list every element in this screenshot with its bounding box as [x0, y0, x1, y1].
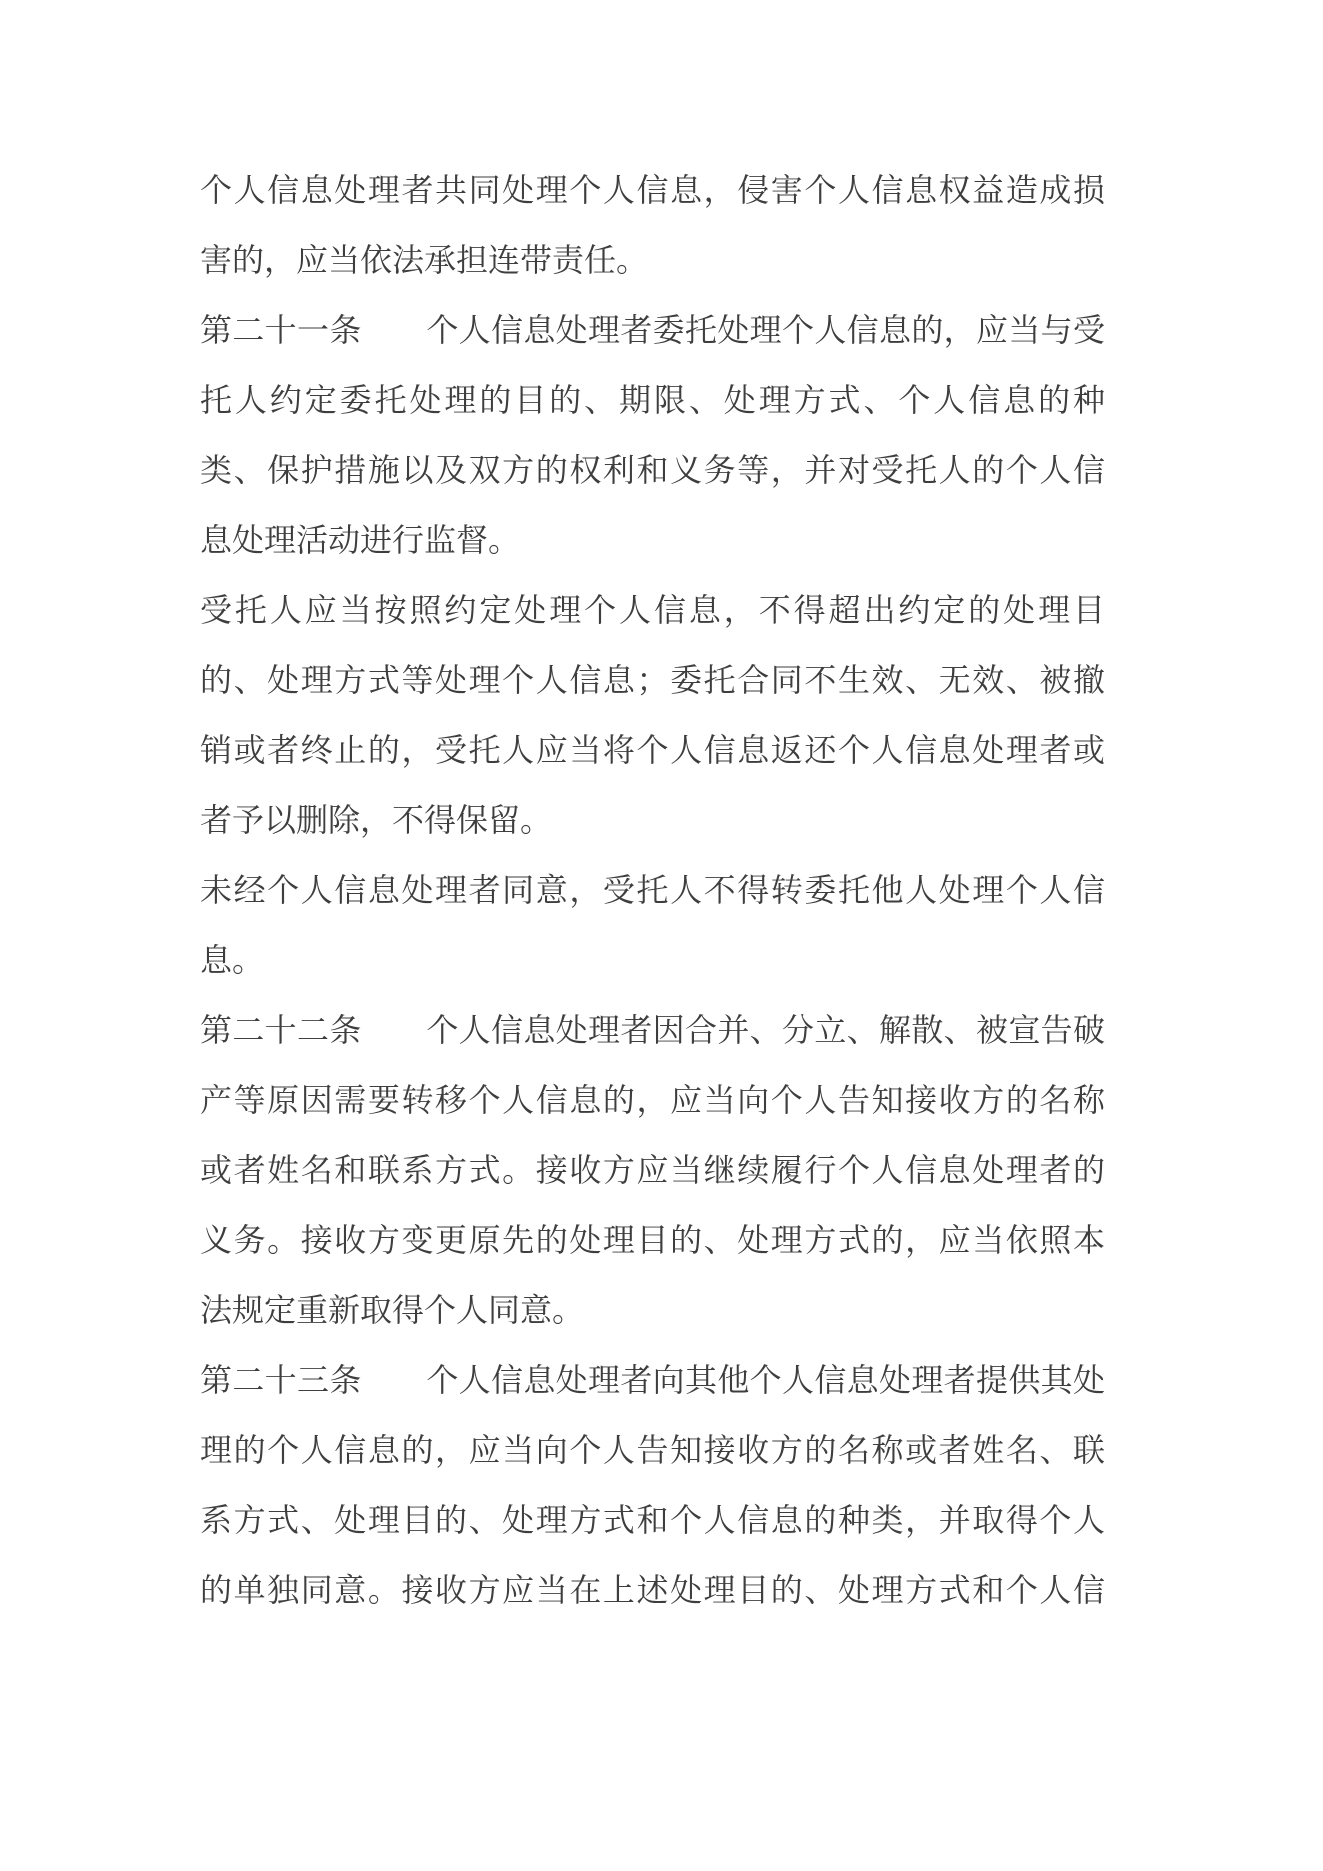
- text-line: 法规定重新取得个人同意。: [200, 1292, 585, 1328]
- text-line: 或者姓名和联系方式。接收方应当继续履行个人信息处理者的: [200, 1152, 1105, 1188]
- paragraph-article-21: [200, 295, 1105, 575]
- text-line: 义务。接收方变更原先的处理目的、处理方式的，应当依照本: [200, 1222, 1105, 1258]
- text-line: 个人信息处理者共同处理个人信息，侵害个人信息权益造成损: [200, 172, 1105, 208]
- text-line: 类、保护措施以及双方的权利和义务等，并对受托人的个人信: [200, 452, 1105, 488]
- text-line: 第二十一条 个人信息处理者委托处理个人信息的，应当与受: [200, 312, 1105, 348]
- text-line: 未经个人信息处理者同意，受托人不得转委托他人处理个人信: [200, 872, 1105, 908]
- paragraph-article-22: [200, 995, 1105, 1345]
- text-line: 息处理活动进行监督。: [200, 522, 521, 558]
- text-line: 第二十三条 个人信息处理者向其他个人信息处理者提供其处: [200, 1362, 1105, 1398]
- text-line: 第二十二条 个人信息处理者因合并、分立、解散、被宣告破: [200, 1012, 1105, 1048]
- paragraph-joint-processing-liability: [200, 155, 1105, 295]
- text-line: 息。: [200, 942, 265, 978]
- text-line: 受托人应当按照约定处理个人信息，不得超出约定的处理目: [200, 592, 1105, 628]
- text-line: 的、处理方式等处理个人信息；委托合同不生效、无效、被撤: [200, 662, 1105, 698]
- text-line: 的单独同意。接收方应当在上述处理目的、处理方式和个人信: [200, 1572, 1105, 1608]
- text-line: 产等原因需要转移个人信息的，应当向个人告知接收方的名称: [200, 1082, 1105, 1118]
- text-block: [200, 155, 1105, 1625]
- text-line: 者予以删除，不得保留。: [200, 802, 553, 838]
- text-line: 系方式、处理目的、处理方式和个人信息的种类，并取得个人: [200, 1502, 1105, 1538]
- paragraph-article-23: [200, 1345, 1105, 1625]
- paragraph-article-21-no-subdelegation: [200, 855, 1105, 995]
- text-line: 销或者终止的，受托人应当将个人信息返还个人信息处理者或: [200, 732, 1105, 768]
- text-line: 理的个人信息的，应当向个人告知接收方的名称或者姓名、联: [200, 1432, 1105, 1468]
- paragraph-article-21-trustee-duty: [200, 575, 1105, 855]
- text-line: 托人约定委托处理的目的、期限、处理方式、个人信息的种: [200, 382, 1105, 418]
- text-line: 害的，应当依法承担连带责任。: [200, 242, 649, 278]
